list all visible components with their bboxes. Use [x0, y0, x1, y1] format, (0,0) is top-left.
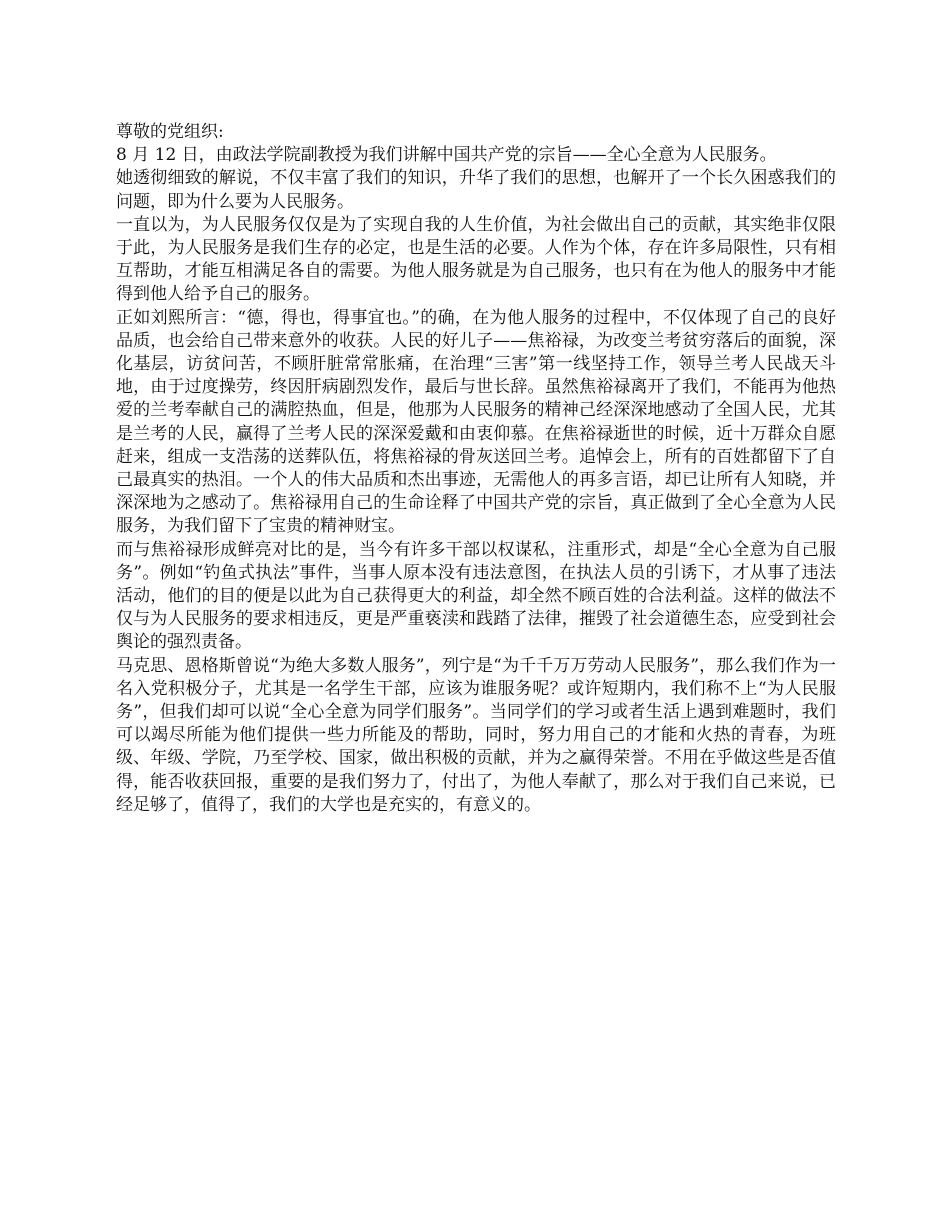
paragraph-jiao-yulu: 正如刘熙所言：“德，得也，得事宜也。”的确，在为他人服务的过程中，不仅体现了自己的良好品质，也会给自己带来意外的收获。人民的好儿子——焦裕禄，为改变兰考贫穷落后的面貌，深化基层，访贫问苦，不顾肝脏常常胀痛，在治理“三害”第一线坚持工作，领导兰考人民战天斗地，由于过度操劳，终因肝病剧烈发作，最后与世长辞。虽然焦裕禄离开了我们，不能再为他热爱的兰考奉献自己的满腔热血，但是，他那为人民服务的精神己经深深地感动了全国人民，尤其是兰考的人民，赢得了兰考人民的深深爱戴和由衷仰慕。在焦裕禄逝世的时候，近十万群众自愿赶来，组成一支浩荡的送葬队伍，将焦裕禄的骨灰送回兰考。追悼会上，所有的百姓都留下了自己最真实的热泪。一个人的伟大品质和杰出事迹，无需他人的再多言语，却已让所有人知晓，并深深地为之感动了。焦裕禄用自己的生命诠释了中国共产党的宗旨，真正做到了全心全意为人民服务，为我们留下了宝贵的精神财宝。 — [116, 307, 836, 537]
document-body — [116, 121, 836, 817]
paragraph-service-meaning: 一直以为，为人民服务仅仅是为了实现自我的人生价值，为社会做出自己的贡献，其实绝非仅限于此，为人民服务是我们生存的必定，也是生活的必要。人作为个体，存在许多局限性，只有相互帮助，才能互相满足各自的需要。为他人服务就是为自己服务，也只有在为他人的服务中才能得到他人给予自己的服务。 — [116, 214, 836, 305]
paragraph-contrast: 而与焦裕禄形成鲜亮对比的是，当今有许多干部以权谋私，注重形式，却是“全心全意为自己服务”。例如“钓鱼式执法”事件，当事人原本没有违法意图，在执法人员的引诱下，才从事了违法活动，他们的目的便是以此为自己获得更大的利益，却全然不顾百姓的合法利益。这样的做法不仅与为人民服务的要求相违反，更是严重亵渎和践踏了法律，摧毁了社会道德生态，应受到社会舆论的强烈责备。 — [116, 539, 836, 653]
paragraph-lecture: 她透彻细致的解说，不仅丰富了我们的知识，升华了我们的思想，也解开了一个长久困惑我们的问题，即为什么要为人民服务。 — [116, 168, 836, 212]
paragraph-conclusion: 马克思、恩格斯曾说“为绝大多数人服务”，列宁是“为千千万万劳动人民服务”，那么我们作为一名入党积极分子，尤其是一名学生干部，应该为谁服务呢？或许短期内，我们称不上“为人民服务”，但我们却可以说“全心全意为同学们服务”。当同学们的学习或者生活上遇到难题时，我们可以竭尽所能为他们提供一些力所能及的帮助，同时，努力用自己的才能和火热的青春，为班级、年级、学院，乃至学校、国家，做出积极的贡献，并为之赢得荣誉。不用在乎做这些是否值得，能否收获回报，重要的是我们努力了，付出了，为他人奉献了，那么对于我们自己来说，已经足够了，值得了，我们的大学也是充实的，有意义的。 — [116, 655, 836, 815]
paragraph-date: 8 月 12 日，由政法学院副教授为我们讲解中国共产党的宗旨——全心全意为人民服务。 — [116, 145, 777, 166]
salutation: 尊敬的党组织: — [116, 122, 224, 142]
